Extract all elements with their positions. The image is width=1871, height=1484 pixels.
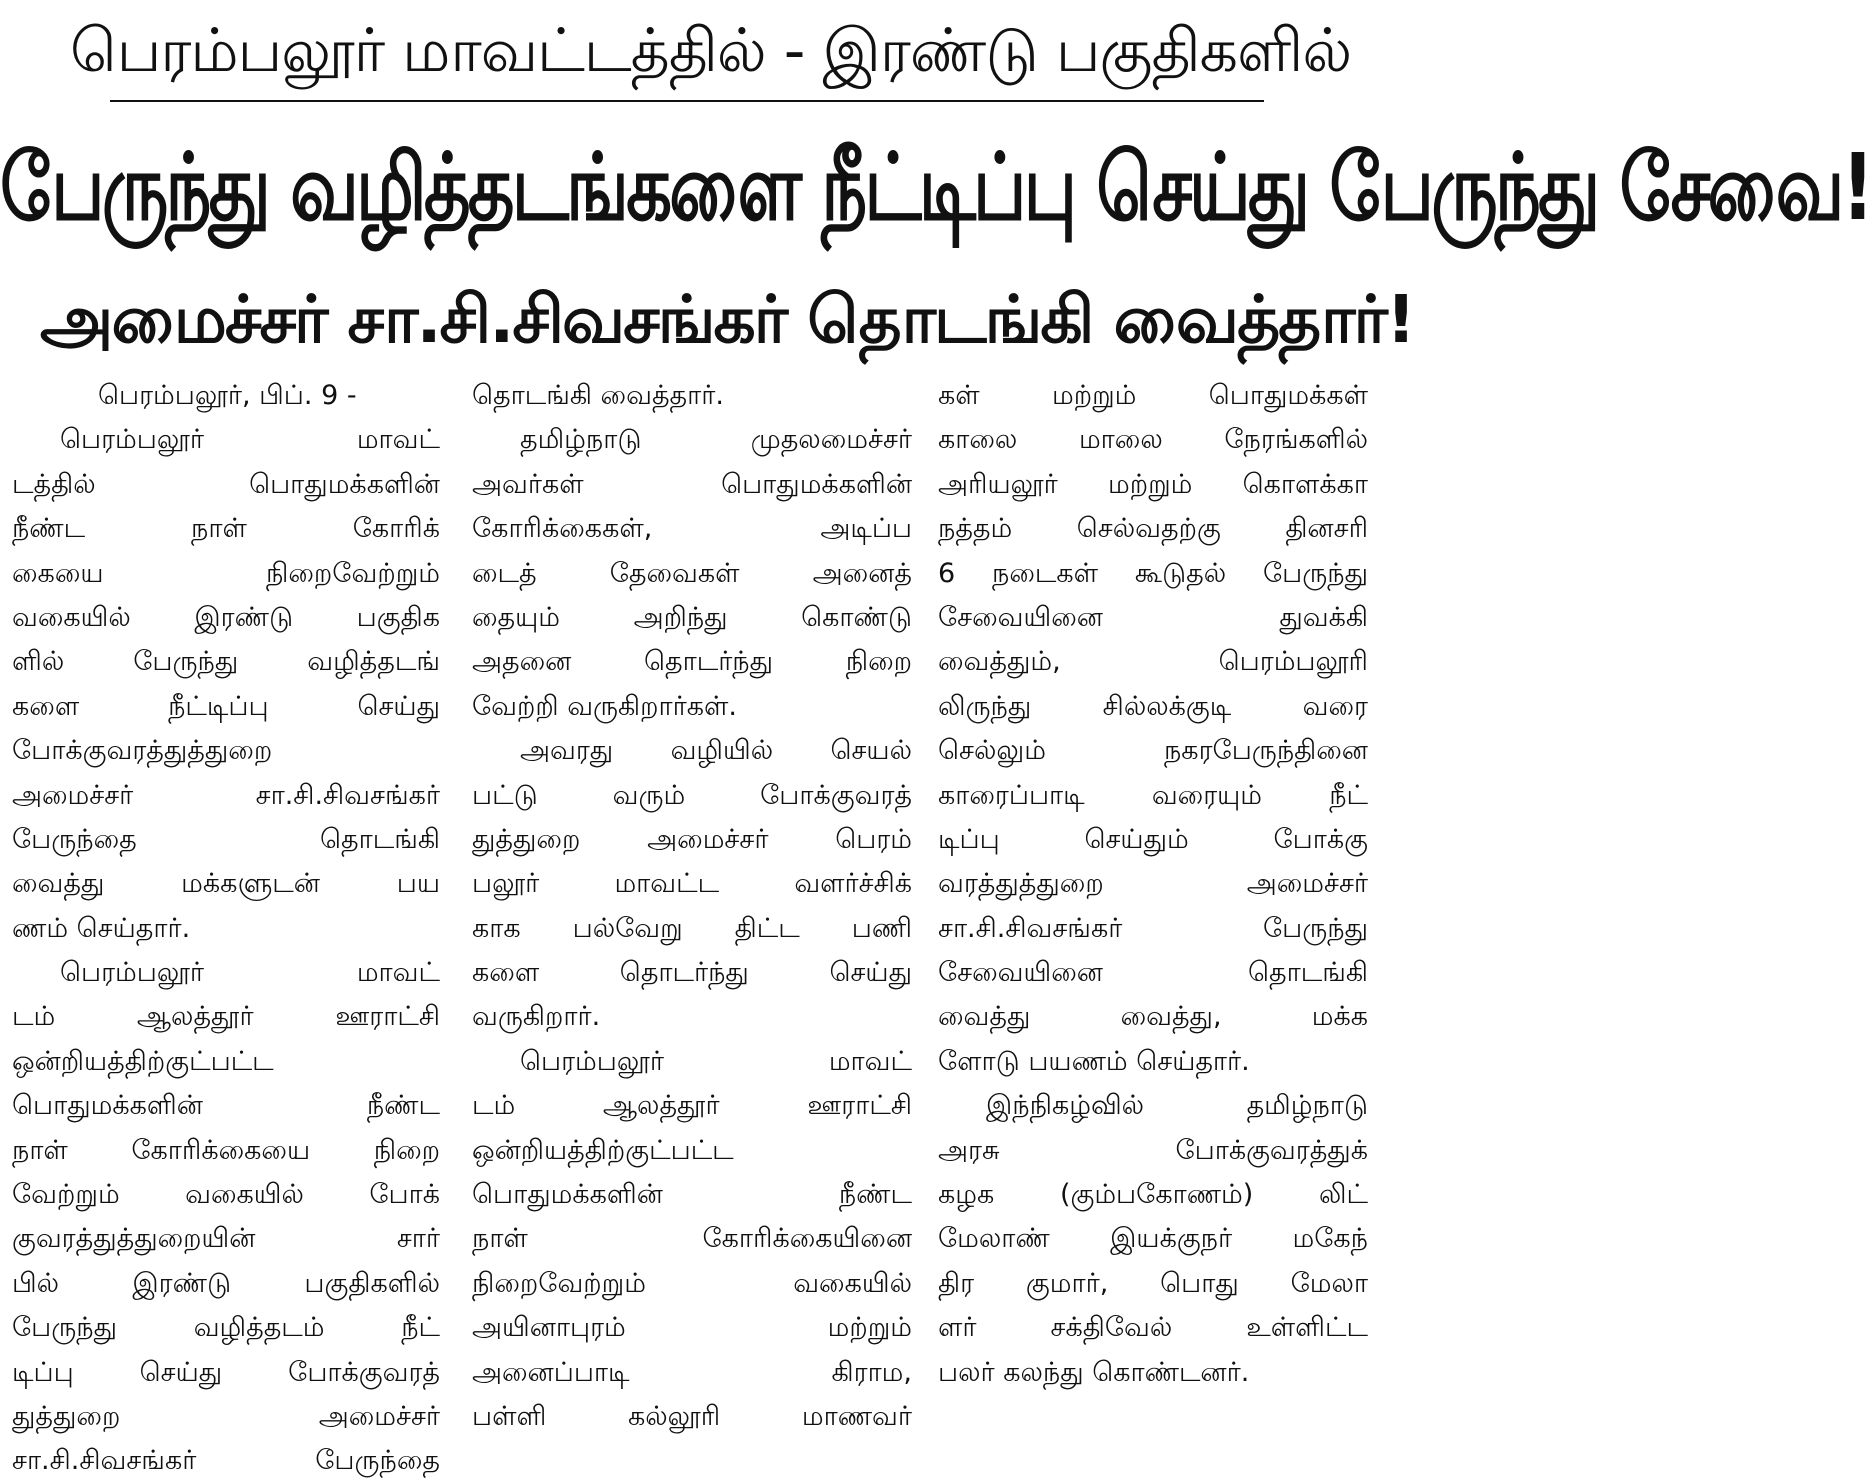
text-line: கோரிக்கைகள், அடிப்ப [472,513,912,545]
text-line: டம் ஆலத்தூர் ஊராட்சி [12,1001,440,1033]
text-line: நிறைவேற்றும் வகையில் [472,1267,912,1299]
text-line: மேலாண் இயக்குநர் மகேந் [938,1223,1368,1255]
dateline: பெரம்பலூர், பிப். 9 - [98,380,357,411]
text-line: கையை நிறைவேற்றும் [12,557,440,589]
text-line: பேருந்தை தொடங்கி [12,823,440,855]
text-line: ஒன்றியத்திற்குட்பட்ட [12,1045,274,1077]
text-line: சா.சி.சிவசங்கர் பேருந்து [938,912,1368,944]
text-line: கழக (கும்பகோணம்) லிட் [938,1179,1368,1211]
text-line: ஒன்றியத்திற்குட்பட்ட [472,1134,734,1166]
text-line: வைத்து மக்களுடன் பய [12,868,440,900]
article-column-1 [12,374,440,1477]
text-line: நாள் கோரிக்கையினை [472,1223,912,1255]
text-line: காரைப்பாடி வரையும் நீட் [938,779,1368,811]
text-line: வேற்றி வருகிறார்கள். [472,690,737,722]
text-line: பொதுமக்களின் நீண்ட [12,1090,440,1122]
text-line: ளர் சக்திவேல் உள்ளிட்ட [938,1312,1368,1344]
text-line: சா.சி.சிவசங்கர் பேருந்தை [12,1445,440,1477]
text-line: பள்ளி கல்லூரி மாணவர் [472,1400,912,1432]
article-body [0,374,1374,1477]
text-line: நாள் கோரிக்கையை நிறை [12,1134,440,1166]
text-line: நத்தம் செல்வதற்கு தினசரி [938,513,1368,545]
text-line: ளில் பேருந்து வழித்தடங் [12,646,440,678]
text-line: தொடங்கி வைத்தார். [472,380,724,411]
text-line: வைத்தும், பெரம்பலூரி [938,646,1368,678]
text-line: அரசு போக்குவரத்துக் [938,1134,1368,1166]
text-line: வேற்றும் வகையில் போக் [12,1179,440,1211]
text-line: களை தொடர்ந்து செய்து [472,957,912,989]
text-line: கள் மற்றும் பொதுமக்கள் [938,380,1368,411]
text-line: அரியலூர் மற்றும் கொளக்கா [938,468,1368,500]
text-line: பெரம்பலூர் மாவட் [520,1045,912,1077]
text-line: காக பல்வேறு திட்ட பணி [472,912,912,944]
text-line: சேவையினை துவக்கி [938,601,1368,633]
text-line: டம் ஆலத்தூர் ஊராட்சி [472,1090,912,1122]
text-line: டைத் தேவைகள் அனைத் [472,557,912,589]
text-line: பெரம்பலூர் மாவட் [60,957,440,989]
text-line: அயினாபுரம் மற்றும் [472,1312,912,1344]
text-line: காலை மாலை நேரங்களில் [938,424,1368,456]
text-line: சேவையினை தொடங்கி [938,957,1368,989]
text-line: திர குமார், பொது மேலா [938,1267,1368,1299]
text-line: போக்குவரத்துத்துறை [12,735,273,767]
text-line: செல்லும் நகரபேருந்தினை [938,735,1368,767]
text-line: டத்தில் பொதுமக்களின் [12,468,440,500]
text-line: அவரது வழியில் செயல் [520,735,912,767]
text-line: துத்துறை அமைச்சர் பெரம் [472,823,912,855]
article-column-3 [938,374,1368,1466]
text-line: தமிழ்நாடு முதலமைச்சர் [520,424,912,456]
text-line: களை நீட்டிப்பு செய்து [12,690,440,722]
text-line: அதனை தொடர்ந்து நிறை [472,646,912,678]
text-line: பில் இரண்டு பகுதிகளில் [12,1267,440,1299]
text-line: 6 நடைகள் கூடுதல் பேருந்து [938,557,1368,589]
article-column-2 [472,374,912,1466]
text-line: வருகிறார். [472,1001,601,1033]
text-line: பெரம்பலூர் மாவட் [60,424,440,456]
text-line: பொதுமக்களின் நீண்ட [472,1179,912,1211]
text-line: அவர்கள் பொதுமக்களின் [472,468,912,500]
text-line: அனைப்பாடி கிராம, [472,1356,912,1388]
text-line: பலூர் மாவட்ட வளர்ச்சிக் [472,868,912,900]
text-line: துத்துறை அமைச்சர் [12,1400,440,1432]
text-line: ணம் செய்தார். [12,912,191,944]
kicker-headline: பெரம்பலூர் மாவட்டத்தில் - இரண்டு பகுதிகளில் [70,16,1352,86]
text-line: பலர் கலந்து கொண்டனர். [938,1356,1250,1388]
text-line: நீண்ட நாள் கோரிக் [12,513,440,545]
text-line: ளோடு பயணம் செய்தார். [938,1045,1250,1077]
text-line: வைத்து வைத்து, மக்க [938,1001,1368,1033]
text-line: தையும் அறிந்து கொண்டு [472,601,912,633]
text-line: டிப்பு செய்து போக்குவரத் [12,1356,440,1388]
text-line: வரத்துத்துறை அமைச்சர் [938,868,1368,900]
main-headline: பேருந்து வழித்தடங்களை நீட்டிப்பு செய்து பேருந்து சேவை! [0,133,1871,241]
text-line: குவரத்துத்துறையின் சார் [12,1223,440,1255]
text-line: பேருந்து வழித்தடம் நீட் [12,1312,440,1344]
text-line: டிப்பு செய்தும் போக்கு [938,823,1368,855]
sub-headline: அமைச்சர் சா.சி.சிவசங்கர் தொடங்கி வைத்தார்! [40,281,1415,358]
text-line: வகையில் இரண்டு பகுதிக [12,601,440,633]
text-line: அமைச்சர் சா.சி.சிவசங்கர் [12,779,440,811]
text-line: லிருந்து சில்லக்குடி வரை [938,690,1368,722]
text-line: இந்நிகழ்வில் தமிழ்நாடு [986,1090,1368,1122]
text-line: பட்டு வரும் போக்குவரத் [472,779,912,811]
